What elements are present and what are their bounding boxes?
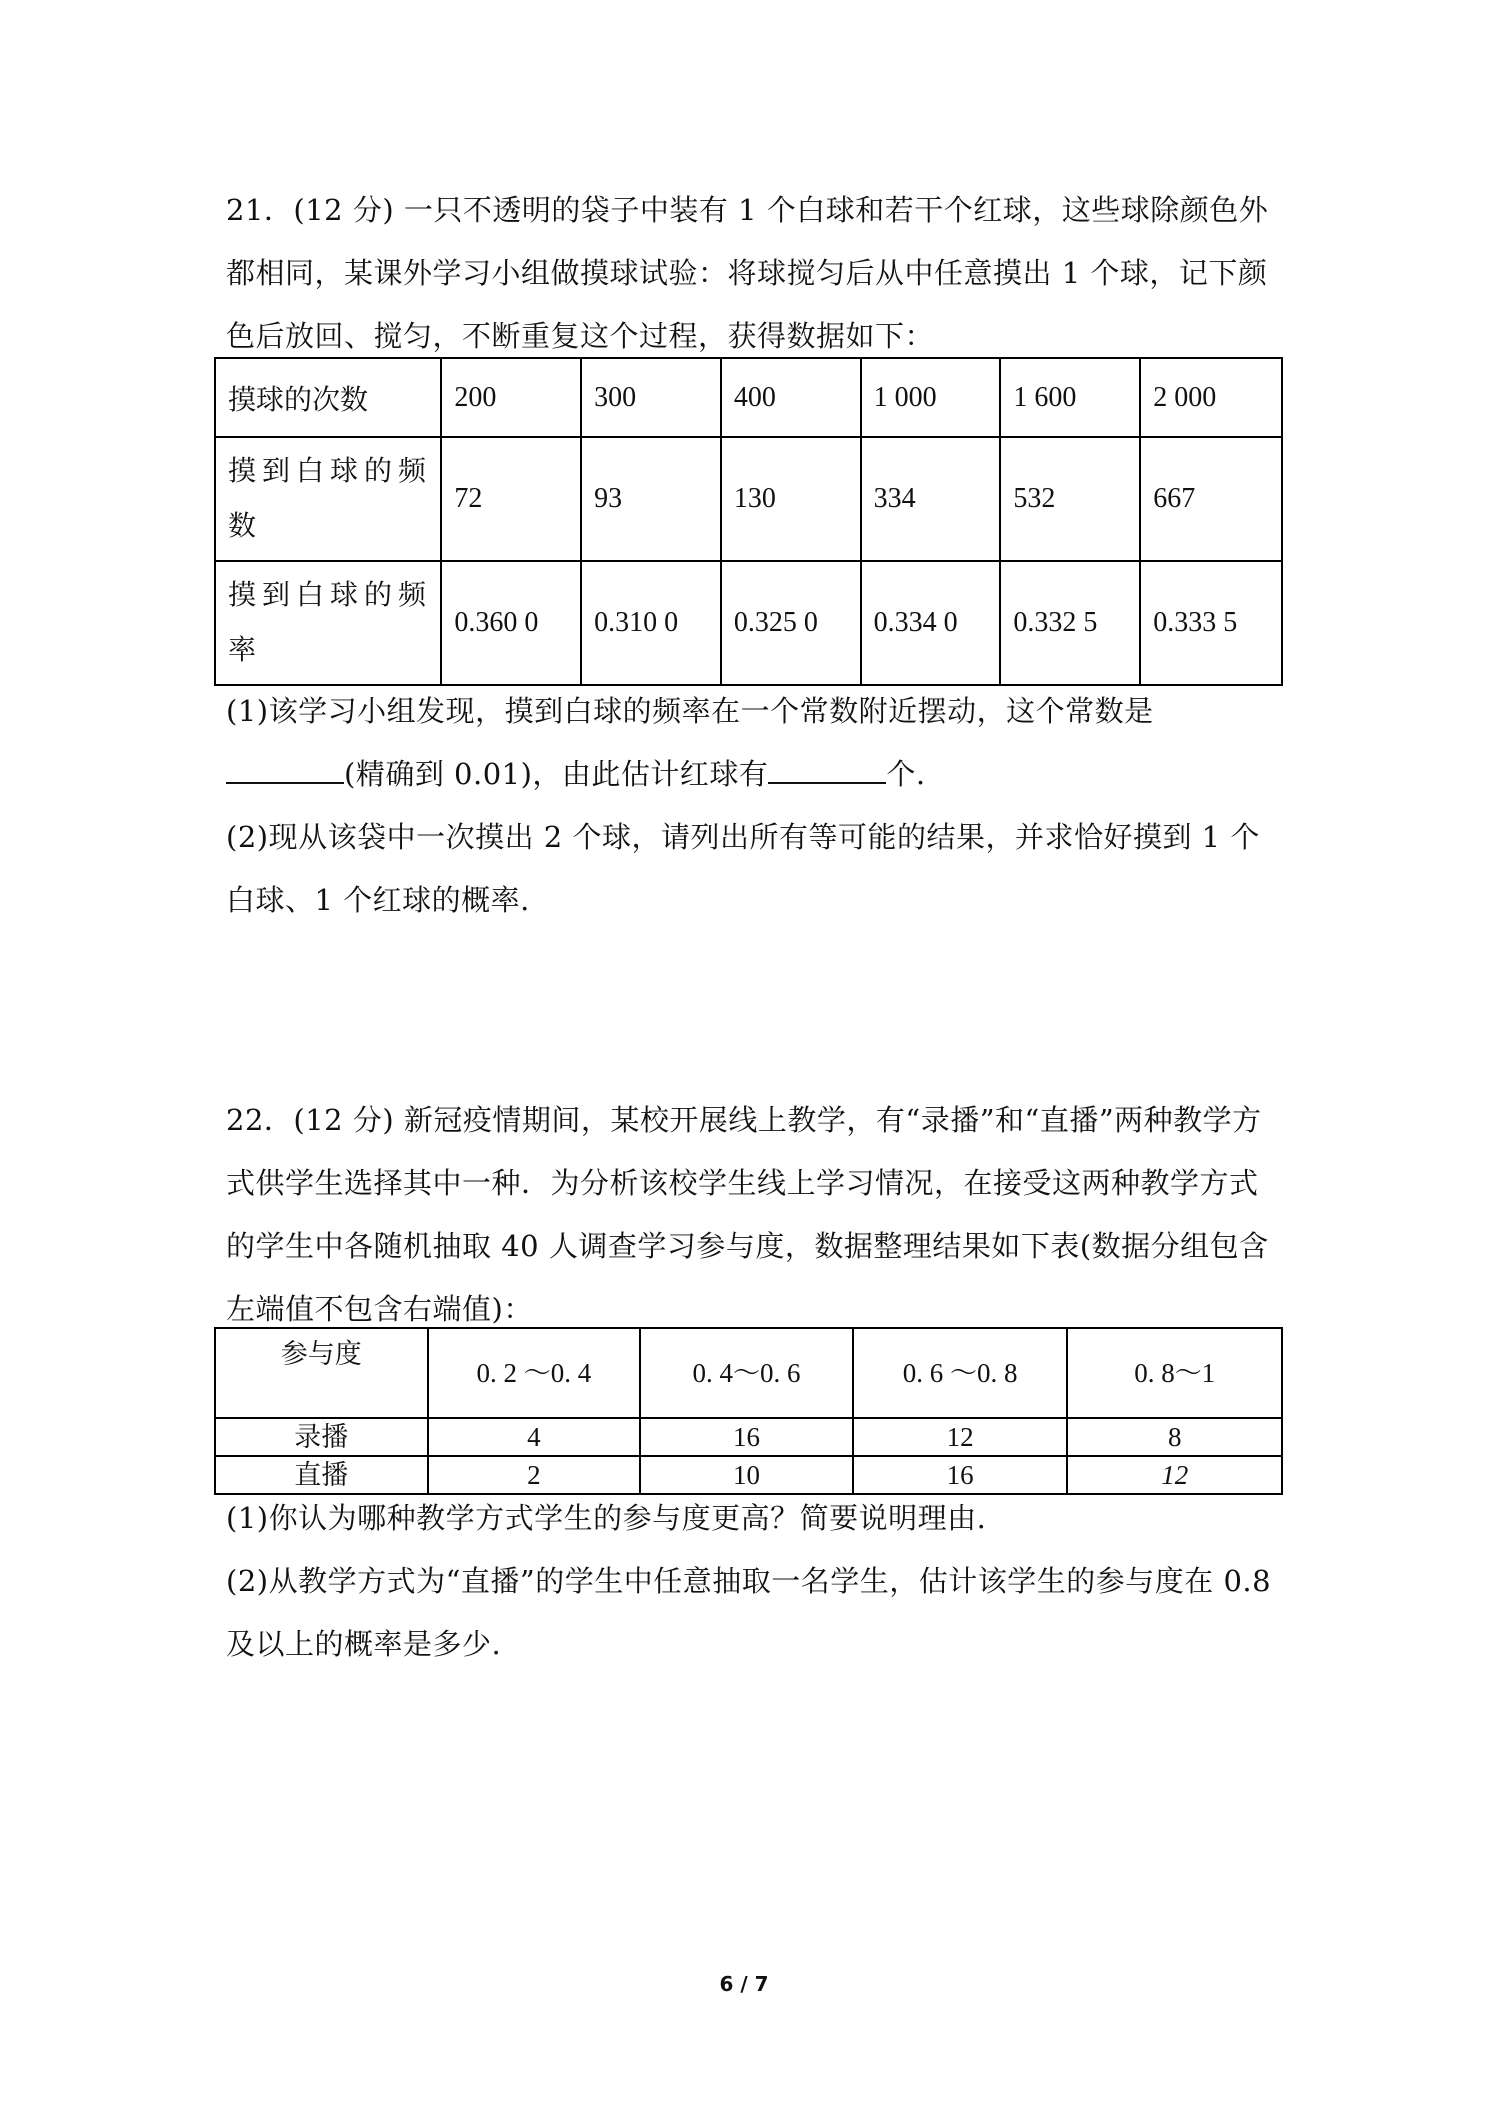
q21-part2-line-1: (2)现从该袋中一次摸出 2 个球，请列出所有等可能的结果，并求恰好摸到 1 个: [226, 820, 1260, 854]
table-cell: 0.310 0: [581, 561, 721, 685]
table-cell: 8: [1067, 1418, 1282, 1456]
q22-intro-line-4: 左端值不包含右端值)：: [226, 1292, 533, 1326]
table-cell: 2 000: [1140, 358, 1282, 437]
q21-part1-line-2: [226, 743, 1272, 806]
header-participation: 参与度: [215, 1328, 428, 1418]
row-label-line: 摸到白球的频: [228, 456, 433, 487]
table-row-draws: [215, 358, 1282, 437]
table-cell: 4: [428, 1418, 641, 1456]
q21-part1-text-a: (精确到 0.01)，由此估计红球有: [344, 757, 769, 791]
table-cell: 334: [861, 437, 1001, 561]
table-cell: 0.334 0: [861, 561, 1001, 685]
q22-intro-line-1: 22．(12 分) 新冠疫情期间，某校开展线上教学，有“录播”和“直播”两种教学方: [226, 1103, 1262, 1137]
q22-participation-table: [214, 1327, 1283, 1495]
table-cell: 12: [853, 1418, 1068, 1456]
q21-frequency-table: [214, 357, 1283, 686]
table-row-white-count: [215, 437, 1282, 561]
table-header-row: [215, 1328, 1282, 1418]
q22-part2-line-1: (2)从教学方式为“直播”的学生中任意抽取一名学生，估计该学生的参与度在 0.8: [226, 1564, 1272, 1598]
table-cell: 0.325 0: [721, 561, 861, 685]
q21-intro-line-1: 21．(12 分) 一只不透明的袋子中装有 1 个白球和若干个红球，这些球除颜色外: [226, 193, 1269, 227]
q21-intro-line-2: 都相同，某课外学习小组做摸球试验：将球搅匀后从中任意摸出 1 个球，记下颜: [226, 256, 1268, 290]
row-label-recorded: 录播: [215, 1418, 428, 1456]
table-cell: 72: [441, 437, 581, 561]
table-cell: 16: [853, 1456, 1068, 1494]
row-label-live: 直播: [215, 1456, 428, 1494]
answer-blank-red-count[interactable]: [768, 758, 886, 784]
table-cell: 0.332 5: [1000, 561, 1140, 685]
table-cell: 2: [428, 1456, 641, 1494]
table-cell: 10: [640, 1456, 853, 1494]
q22-parts: [226, 1487, 1272, 1676]
header-range: 0. 8～1: [1067, 1328, 1282, 1418]
q22-intro: [226, 1089, 1272, 1341]
q21-part2-line-2: 白球、1 个红球的概率.: [226, 883, 530, 917]
table-cell: 667: [1140, 437, 1282, 561]
table-cell: 16: [640, 1418, 853, 1456]
row-label-line: 摸到白球的频: [228, 580, 433, 611]
table-cell: 0.360 0: [441, 561, 581, 685]
table-cell: 532: [1000, 437, 1140, 561]
q21-part1-line-1: (1)该学习小组发现，摸到白球的频率在一个常数附近摆动，这个常数是: [226, 694, 1154, 728]
table-cell: 200: [441, 358, 581, 437]
q22-intro-line-2: 式供学生选择其中一种．为分析该校学生线上学习情况，在接受这两种教学方式: [226, 1166, 1259, 1200]
header-range: 0. 6 ～0. 8: [853, 1328, 1068, 1418]
table-row-white-frequency: [215, 561, 1282, 685]
table-cell: 400: [721, 358, 861, 437]
table-cell: 93: [581, 437, 721, 561]
table-cell: 1 600: [1000, 358, 1140, 437]
answer-blank-constant[interactable]: [226, 758, 344, 784]
table-cell: 12: [1067, 1456, 1282, 1494]
q21-part1-text-b: 个.: [886, 757, 926, 791]
table-cell: 1 000: [861, 358, 1001, 437]
q22-part2-line-2: 及以上的概率是多少.: [226, 1627, 502, 1661]
row-label-draws: 摸球的次数: [215, 358, 441, 437]
table-cell: 0.333 5: [1140, 561, 1282, 685]
header-range: 0. 4～0. 6: [640, 1328, 853, 1418]
q22-intro-line-3: 的学生中各随机抽取 40 人调查学习参与度，数据整理结果如下表(数据分组包含: [226, 1229, 1269, 1263]
row-label-line: 数: [228, 511, 263, 542]
q22-part1: (1)你认为哪种教学方式学生的参与度更高？简要说明理由.: [226, 1501, 987, 1535]
q21-intro: [226, 179, 1272, 368]
q21-intro-line-3: 色后放回、搅匀，不断重复这个过程，获得数据如下：: [226, 319, 935, 353]
row-label-line: 率: [228, 635, 263, 666]
table-row-recorded: [215, 1418, 1282, 1456]
row-label-white-frequency: [215, 561, 441, 685]
row-label-white-count: [215, 437, 441, 561]
q21-parts: [226, 680, 1272, 932]
header-range: 0. 2 ～0. 4: [428, 1328, 641, 1418]
table-cell: 300: [581, 358, 721, 437]
table-cell: 130: [721, 437, 861, 561]
page-number: 6 / 7: [719, 1972, 769, 1996]
